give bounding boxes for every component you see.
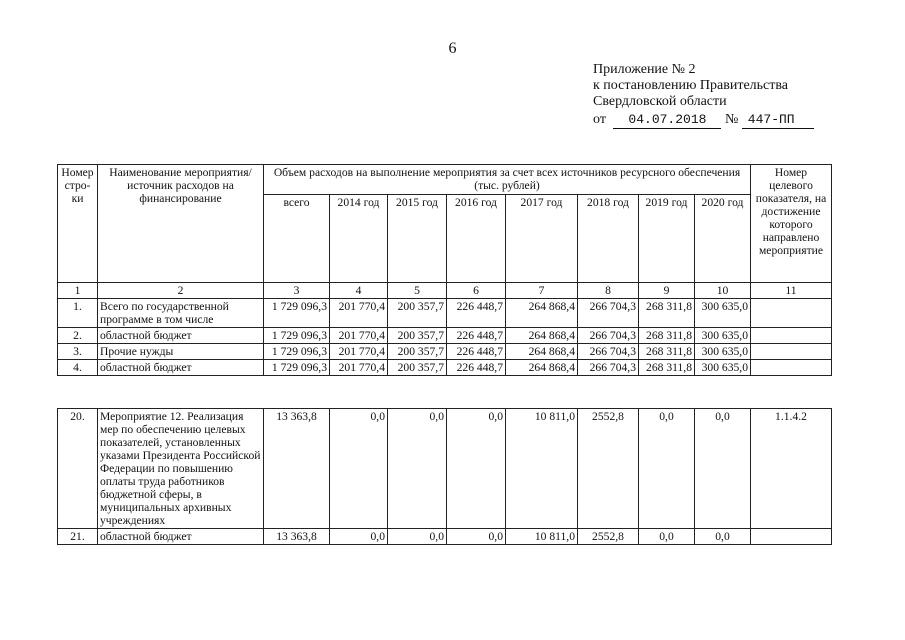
value-2015: 200 357,7 [388,299,447,328]
date-prefix: от [593,112,606,127]
table-row [58,360,832,376]
column-index-row [58,283,832,299]
table-row [58,328,832,344]
index-cell: 5 [388,283,447,299]
value-2016: 226 448,7 [447,299,506,328]
value-2016: 0,0 [447,409,506,529]
header-year: 2017 год [506,195,578,283]
header-total: всего [264,195,330,283]
row-number: 21. [58,529,98,545]
value-2020: 300 635,0 [695,344,751,360]
value-2017: 264 868,4 [506,360,578,376]
value-2017: 264 868,4 [506,344,578,360]
value-2017: 10 811,0 [506,409,578,529]
value-2014: 201 770,4 [330,344,388,360]
index-cell: 10 [695,283,751,299]
target-indicator [751,299,832,328]
value-2018: 266 704,3 [578,328,639,344]
row-number: 4. [58,360,98,376]
value-2019: 0,0 [639,409,695,529]
value-2016: 226 448,7 [447,360,506,376]
index-cell: 6 [447,283,506,299]
value-2014: 201 770,4 [330,360,388,376]
value-2016: 226 448,7 [447,328,506,344]
index-cell: 1 [58,283,98,299]
resolution-number: 447-ПП [742,112,814,129]
header-event-name: Наименование мероприятия/ источник расходов на финансирование [98,165,264,283]
value-2015: 200 357,7 [388,328,447,344]
index-cell: 9 [639,283,695,299]
value-2017: 10 811,0 [506,529,578,545]
header-row-number: Номер стро-ки [58,165,98,283]
value-total: 13 363,8 [264,409,330,529]
index-cell: 2 [98,283,264,299]
value-2017: 264 868,4 [506,299,578,328]
target-indicator [751,360,832,376]
value-2020: 300 635,0 [695,328,751,344]
value-total: 1 729 096,3 [264,360,330,376]
value-2016: 0,0 [447,529,506,545]
value-total: 1 729 096,3 [264,299,330,328]
value-2015: 0,0 [388,409,447,529]
expenses-table-top [57,164,832,376]
table-row [58,344,832,360]
resolution-date: 04.07.2018 [613,112,721,129]
value-total: 1 729 096,3 [264,328,330,344]
header-year: 2016 год [447,195,506,283]
value-2014: 201 770,4 [330,328,388,344]
value-2020: 300 635,0 [695,299,751,328]
appendix-region: Свердловской области [593,94,727,109]
value-2018: 266 704,3 [578,344,639,360]
value-2020: 0,0 [695,409,751,529]
value-total: 13 363,8 [264,529,330,545]
value-2018: 266 704,3 [578,360,639,376]
value-2015: 0,0 [388,529,447,545]
value-2016: 226 448,7 [447,344,506,360]
row-name: областной бюджет [98,328,264,344]
row-name: Мероприятие 12. Реализация мер по обеспечению целевых показателей, установленных указами Президента Российской Федерации по повышению оплаты труда работников бюджетной сферы, в муниципальных архивных учреждениях [98,409,264,529]
index-cell: 3 [264,283,330,299]
expenses-table-bottom [57,408,832,545]
header-year: 2018 год [578,195,639,283]
value-2015: 200 357,7 [388,360,447,376]
header-year: 2019 год [639,195,695,283]
value-total: 1 729 096,3 [264,344,330,360]
appendix-resolution: к постановлению Правительства [593,78,789,93]
value-2019: 268 311,8 [639,328,695,344]
target-indicator [751,529,832,545]
value-2019: 268 311,8 [639,344,695,360]
table-row [58,299,832,328]
value-2020: 0,0 [695,529,751,545]
value-2019: 268 311,8 [639,360,695,376]
target-indicator: 1.1.4.2 [751,409,832,529]
row-name: Прочие нужды [98,344,264,360]
value-2018: 2552,8 [578,409,639,529]
value-2015: 200 357,7 [388,344,447,360]
value-2014: 0,0 [330,409,388,529]
index-cell: 8 [578,283,639,299]
value-2018: 2552,8 [578,529,639,545]
appendix-header [593,62,814,129]
row-number: 20. [58,409,98,529]
index-cell: 11 [751,283,832,299]
row-name: областной бюджет [98,360,264,376]
header-year: 2020 год [695,195,751,283]
row-number: 1. [58,299,98,328]
appendix-date-line [593,112,814,129]
table-row [58,529,832,545]
row-number: 3. [58,344,98,360]
row-name: областной бюджет [98,529,264,545]
header-year: 2014 год [330,195,388,283]
row-name: Всего по государственной программе в том числе [98,299,264,328]
value-2020: 300 635,0 [695,360,751,376]
appendix-title: Приложение № 2 [593,62,696,77]
row-number: 2. [58,328,98,344]
value-2018: 266 704,3 [578,299,639,328]
number-prefix: № [724,112,739,127]
index-cell: 4 [330,283,388,299]
index-cell: 7 [506,283,578,299]
target-indicator [751,328,832,344]
page-number: 6 [448,40,457,57]
table-row [58,409,832,529]
header-target-indicator: Номер целевого показателя, на достижение которого направлено мероприятие [751,165,832,283]
value-2017: 264 868,4 [506,328,578,344]
value-2019: 268 311,8 [639,299,695,328]
header-expense-volume: Объем расходов на выполнение мероприятия за счет всех источников ресурсного обеспечения (тыс. рублей) [264,165,751,195]
value-2019: 0,0 [639,529,695,545]
target-indicator [751,344,832,360]
header-year: 2015 год [388,195,447,283]
value-2014: 0,0 [330,529,388,545]
value-2014: 201 770,4 [330,299,388,328]
